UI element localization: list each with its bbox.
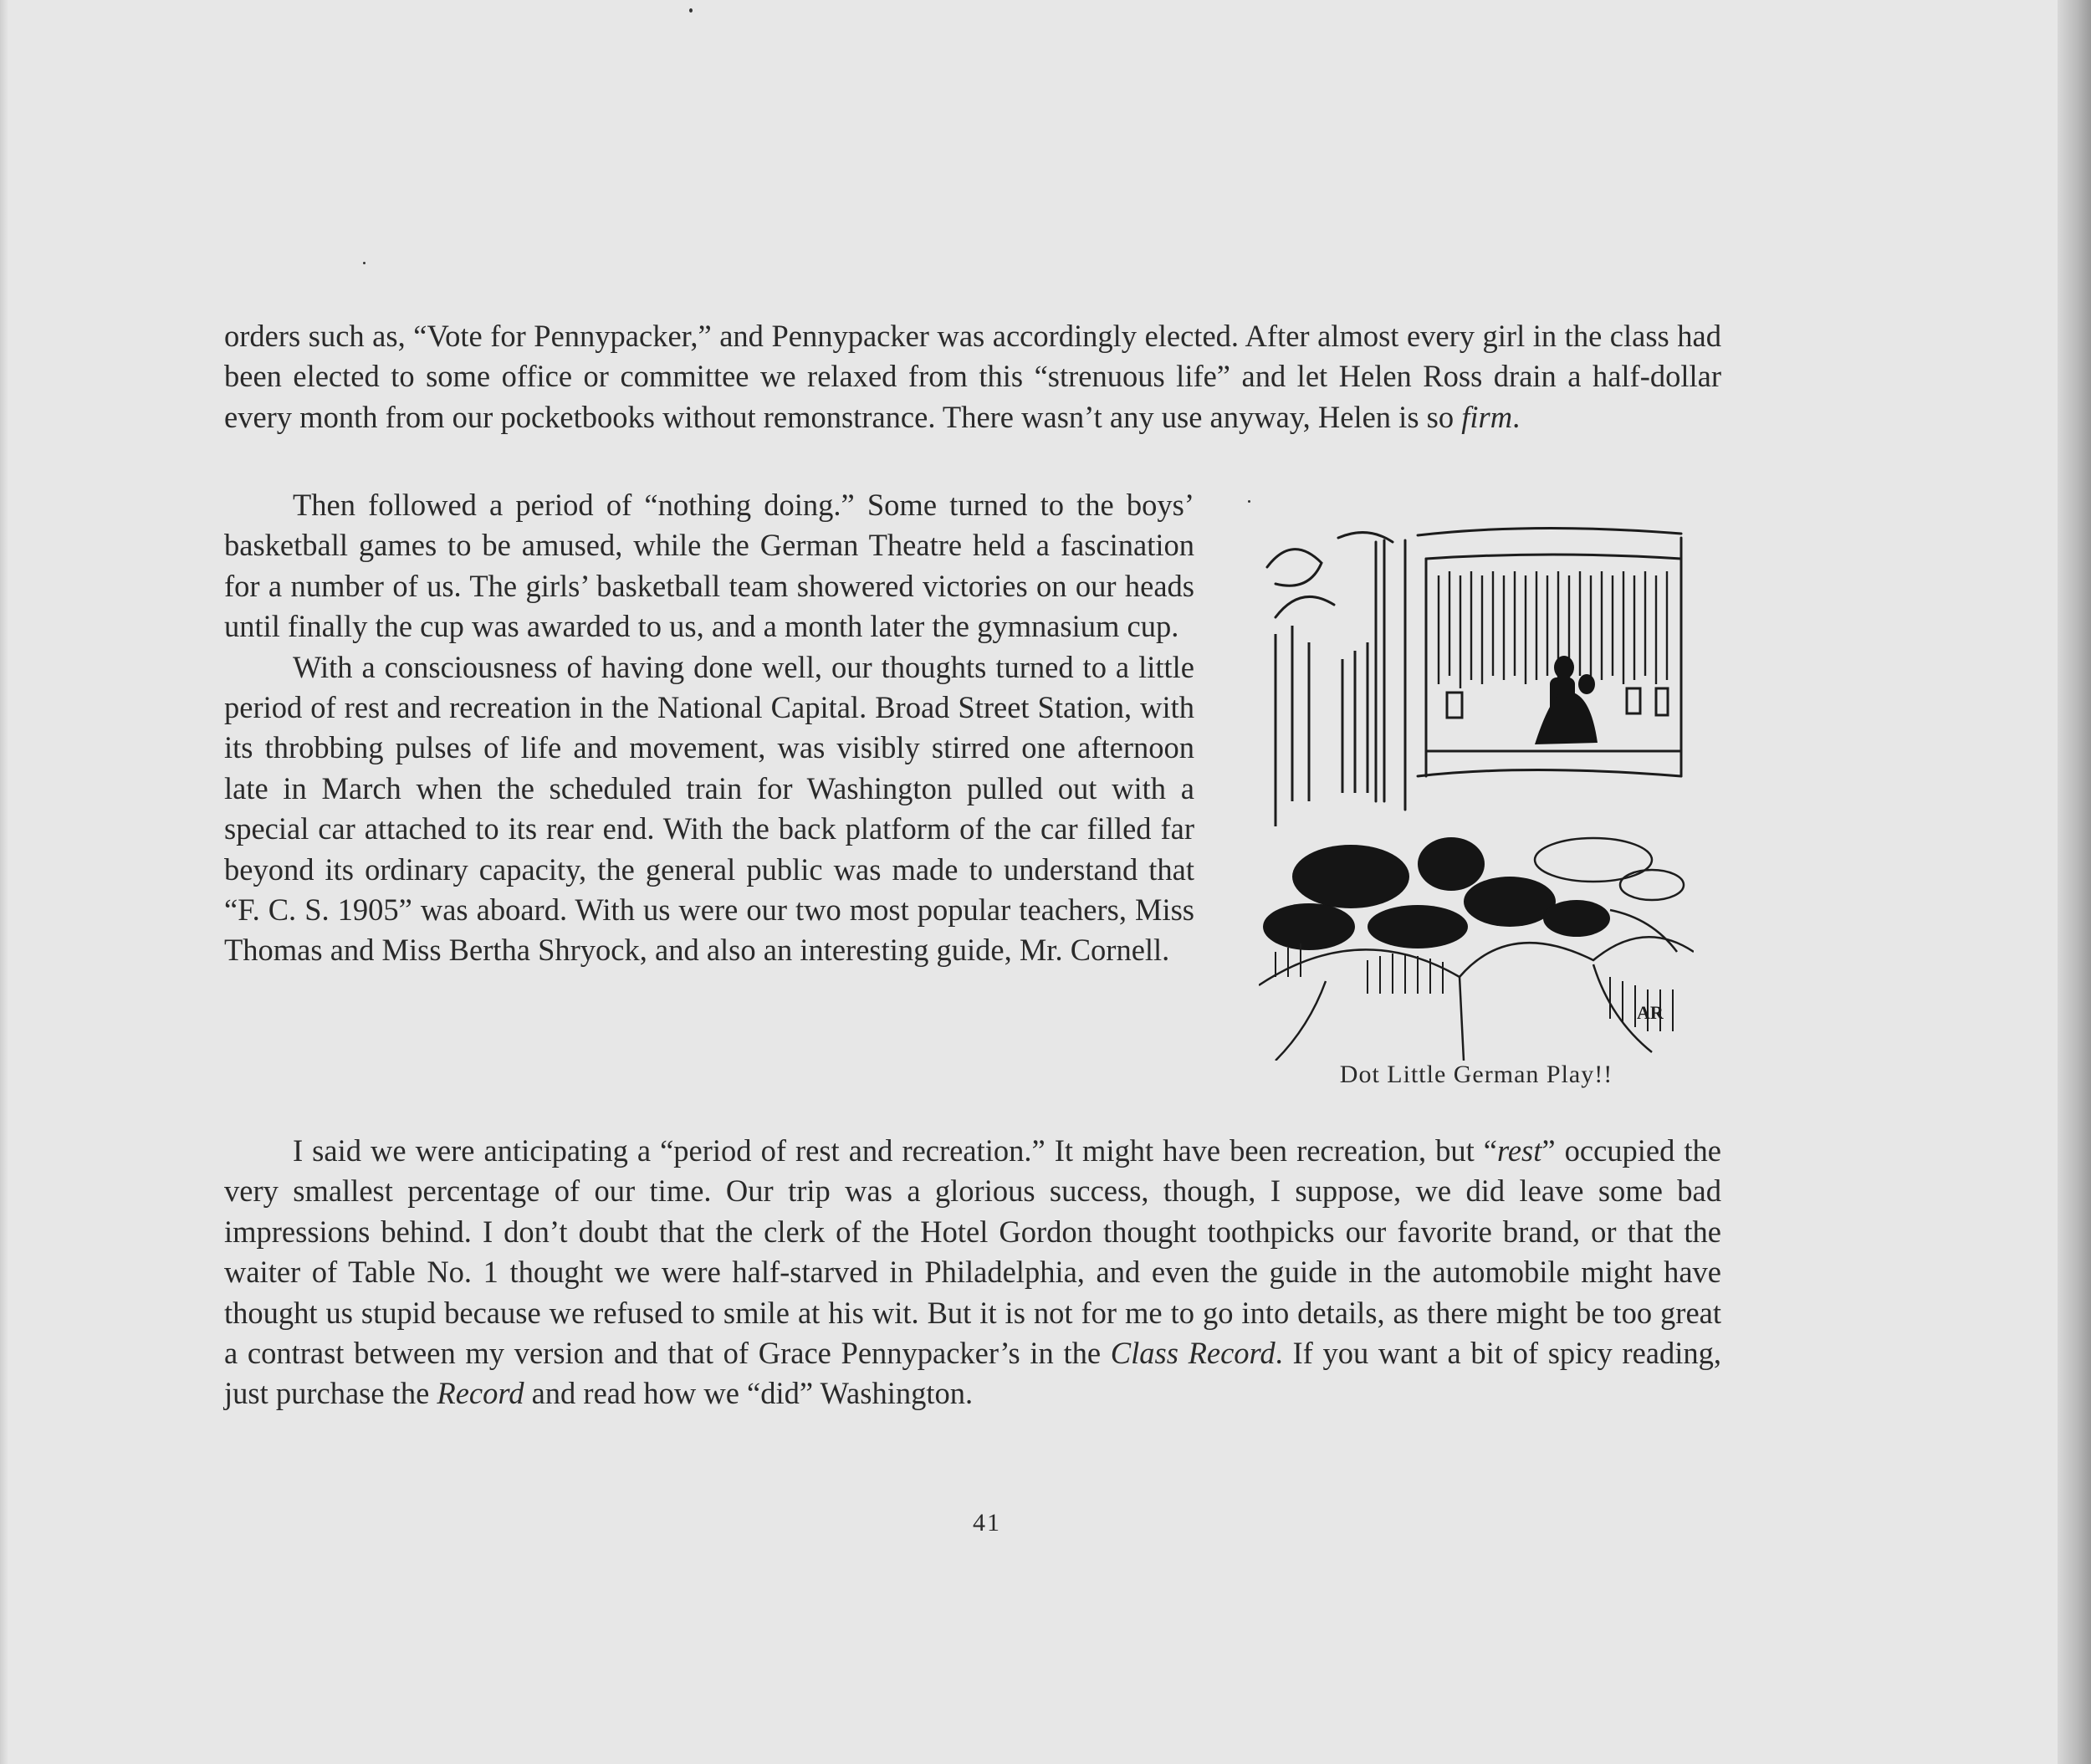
page-edge [0, 0, 8, 1764]
ink-speck [363, 262, 366, 264]
paragraph-4-text [224, 1131, 1721, 1414]
paragraph-1 [224, 316, 1721, 437]
theatre-illustration [1259, 525, 1694, 1061]
paragraph-4-emphasis-class-record: Class Record [1110, 1336, 1276, 1371]
page-number: 41 [973, 1509, 1001, 1536]
figure-caption: Dot Little German Play!! [1339, 1061, 1613, 1088]
artist-monogram: AR [1637, 1002, 1664, 1023]
paragraph-4-text-c: . If you want a bit of spicy reading, just purchase the [224, 1336, 1721, 1411]
paragraph-4 [224, 1131, 1721, 1414]
theatre-sketch-svg [1259, 525, 1694, 1061]
paragraph-4-emphasis-record: Record [437, 1376, 524, 1411]
paragraph-1-text-b: . [1512, 399, 1521, 434]
paragraph-1-text [224, 316, 1721, 437]
narrow-column [224, 485, 1194, 971]
paragraph-4-text-a: I said we were anticipating a “period of rest and recreation.” It might have been recreation, but “ [293, 1133, 1497, 1168]
paragraph-4-text-b: ” occupied the very smallest percentage of our time. Our trip was a glorious success, though, I suppose, we did leave some bad impressions behind. I don’t doubt that the clerk of the Hotel Gordon thought toothpicks our favorite brand, or that the waiter of Table No. 1 thought we were half-starved in Philadelphia, and even the guide in the automobile might have thought us stupid because we refused to smile at his wit. But it is not for me to go into details, as there might be too great a contrast between my version and that of Grace Pennypacker’s in the [224, 1133, 1721, 1371]
paragraph-4-emphasis-rest: rest [1497, 1133, 1542, 1168]
page-binding-shadow [2058, 0, 2091, 1764]
paragraph-3: With a consciousness of having done well, our thoughts turned to a little period of rest and recreation in the National Capital. Broad Street Station, with its throbbing pulses of life and movement, was visibly stirred one afternoon late in March when the scheduled train for Washington pulled out with a special car attached to its rear end. With the back platform of the car filled far beyond its ordinary capacity, the general public was made to understand that “F. C. S. 1905” was aboard. With us were our two most popular teachers, Miss Thomas and Miss Bertha Shryock, and also an interesting guide, Mr. Cornell. [224, 649, 1194, 968]
paragraph-1-text-a: orders such as, “Vote for Pennypacker,” and Pennypacker was accordingly elected. After almost every girl in the class had been elected to some office or committee we relaxed from this “strenuous life” and let Helen Ross drain a half-dollar every month from our pocketbooks without remonstrance. There wasn’t any use anyway, Helen is so [224, 319, 1721, 434]
ink-speck [689, 8, 693, 13]
paragraph-1-emphasis: firm [1461, 399, 1513, 434]
paragraph-4-text-d: and read how we “did” Washington. [524, 1376, 974, 1411]
ink-speck [1248, 500, 1250, 503]
paragraph-2: Then followed a period of “nothing doing.” Some turned to the boys’ basketball games to be amused, while the German Theatre held a fascination for a number of us. The girls’ basketball team showered victories on our heads until finally the cup was awarded to us, and a month later the gymnasium cup. [224, 488, 1194, 644]
